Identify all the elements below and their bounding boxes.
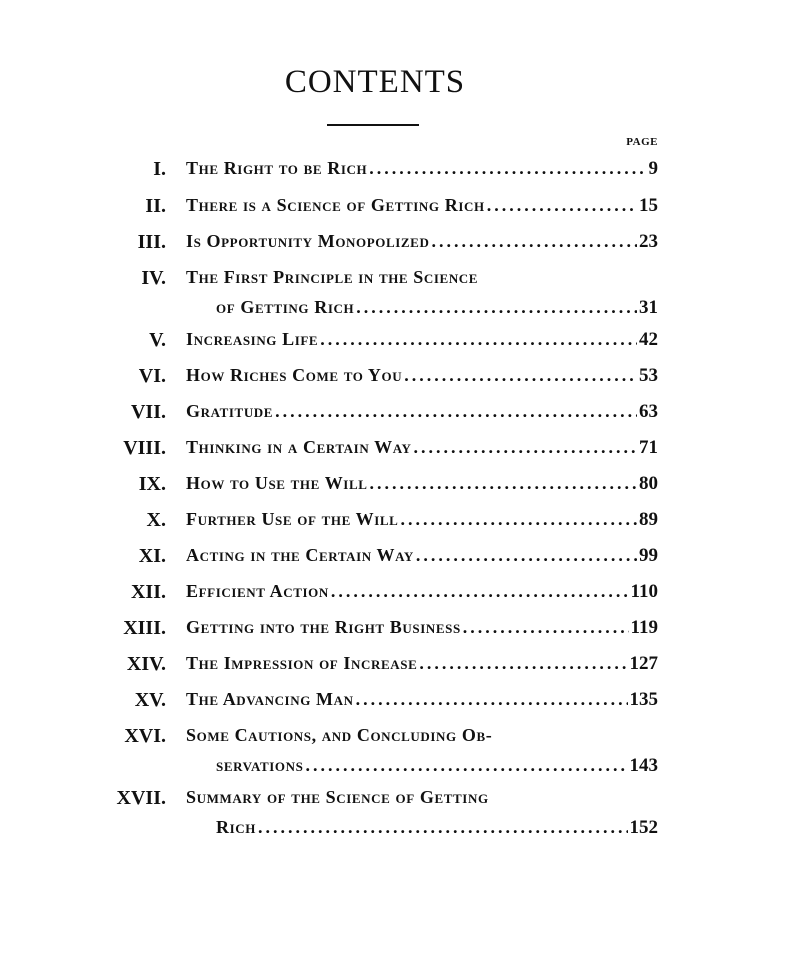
page-number: 99: [639, 545, 658, 566]
chapter-number: XIV.: [126, 653, 166, 675]
chapter-title: servations: [216, 755, 304, 775]
chapter-title-line: [186, 617, 658, 639]
chapter-title-line: [186, 545, 658, 567]
page-number: 89: [639, 509, 658, 530]
chapter-title: Acting in the Certain Way: [186, 545, 414, 565]
chapter-title: Summary of the Science of Getting: [186, 787, 489, 807]
chapter-title-line: [186, 365, 658, 387]
dot-leader: [431, 231, 637, 252]
page-title: CONTENTS: [284, 64, 466, 100]
dot-leader: [356, 297, 637, 318]
dot-leader: [416, 545, 637, 566]
chapter-number: XI.: [138, 545, 166, 567]
chapter-title: of Getting Rich: [216, 297, 355, 317]
title-divider: [327, 124, 419, 126]
page-number: 127: [629, 653, 658, 674]
chapter-number: VIII.: [123, 437, 166, 459]
chapter-number: I.: [153, 158, 166, 180]
page-number: 71: [639, 437, 658, 458]
dot-leader: [487, 195, 637, 216]
chapter-number: III.: [137, 231, 166, 253]
chapter-title-line: [186, 653, 658, 675]
page-number: 135: [629, 689, 658, 710]
dot-leader: [305, 755, 627, 776]
chapter-title-line: [186, 689, 658, 711]
chapter-title-line: [186, 473, 658, 495]
chapter-title: Increasing Life: [186, 329, 319, 349]
page-number: 152: [629, 817, 658, 838]
chapter-title: Gratitude: [186, 401, 274, 421]
chapter-title: Some Cautions, and Concluding Ob-: [186, 725, 493, 745]
page-number: 15: [639, 195, 658, 216]
dot-leader: [400, 509, 637, 530]
page-number: 110: [630, 581, 658, 602]
chapter-title-line: [186, 329, 658, 351]
dot-leader: [369, 158, 646, 179]
chapter-title: Is Opportunity Monopolized: [186, 231, 430, 251]
chapter-title: Getting into the Right Business: [186, 617, 461, 637]
dot-leader: [463, 617, 629, 638]
page-number: 23: [639, 231, 658, 252]
chapter-title-line: [186, 267, 658, 288]
chapter-title: Thinking in a Certain Way: [186, 437, 412, 457]
chapter-number: XIII.: [123, 617, 166, 639]
chapter-number: IV.: [141, 267, 166, 289]
chapter-title: Rich: [216, 817, 256, 837]
page-number: 31: [639, 297, 658, 318]
chapter-title-line: [186, 725, 658, 746]
chapter-title-line: [186, 231, 658, 253]
page-number: 53: [639, 365, 658, 386]
chapter-title-continuation: [216, 817, 658, 839]
chapter-title-line: [186, 195, 658, 217]
page-number: 80: [639, 473, 658, 494]
chapter-number: X.: [146, 509, 166, 531]
chapter-title: Further Use of the Will: [186, 509, 399, 529]
chapter-number: VII.: [130, 401, 166, 423]
dot-leader: [413, 437, 637, 458]
chapter-number: VI.: [138, 365, 166, 387]
page-number: 143: [629, 755, 658, 776]
dot-leader: [258, 817, 628, 838]
chapter-title-continuation: [216, 755, 658, 777]
chapter-title-line: [186, 437, 658, 459]
dot-leader: [419, 653, 627, 674]
page-number: 9: [648, 158, 658, 179]
page-number: 42: [639, 329, 658, 350]
chapter-title-line: [186, 158, 658, 180]
chapter-title: There is a Science of Getting Rich: [186, 195, 485, 215]
dot-leader: [275, 401, 637, 422]
chapter-title-line: [186, 581, 658, 603]
chapter-number: XVI.: [124, 725, 166, 747]
chapter-number: IX.: [138, 473, 166, 495]
chapter-title: The Advancing Man: [186, 689, 354, 709]
dot-leader: [356, 689, 628, 710]
dot-leader: [370, 473, 638, 494]
chapter-number: XII.: [130, 581, 166, 603]
page-number: 119: [630, 617, 658, 638]
page-number: 63: [639, 401, 658, 422]
chapter-number: II.: [145, 195, 166, 217]
dot-leader: [320, 329, 637, 350]
chapter-title: The First Principle in the Science: [186, 267, 479, 287]
chapter-number: XV.: [134, 689, 166, 711]
chapter-title: How Riches Come to You: [186, 365, 403, 385]
chapter-title-continuation: [216, 297, 658, 319]
chapter-title-line: [186, 401, 658, 423]
chapter-title-line: [186, 787, 658, 808]
chapter-title: The Impression of Increase: [186, 653, 418, 673]
page-column-heading: PAGE: [626, 136, 658, 148]
chapter-title: The Right to be Rich: [186, 158, 368, 178]
chapter-title: Efficient Action: [186, 581, 329, 601]
chapter-number: XVII.: [116, 787, 166, 809]
chapter-title-line: [186, 509, 658, 531]
dot-leader: [331, 581, 629, 602]
chapter-number: V.: [149, 329, 166, 351]
dot-leader: [404, 365, 637, 386]
chapter-title: How to Use the Will: [186, 473, 368, 493]
